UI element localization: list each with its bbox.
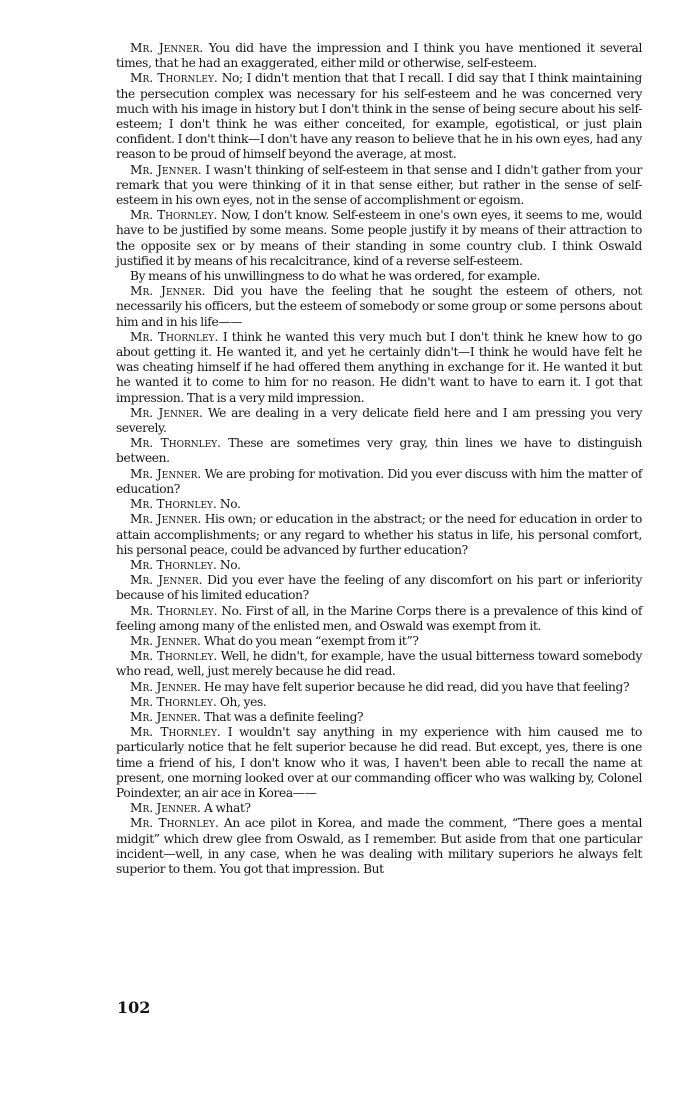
testimony-paragraph bbox=[116, 208, 642, 269]
testimony-paragraph bbox=[116, 163, 642, 209]
speaker-name: Mr. Thornley. bbox=[130, 694, 217, 709]
testimony-text: No. bbox=[219, 557, 241, 572]
speaker-name: Mr. Thornley. bbox=[130, 603, 218, 618]
testimony-text: Now, I don't know. Self-esteem in one's own eyes, it seems to me, would have to be justified by some means. Some people justify it by means of their attraction to the opposite sex or by means of their standing in some country club. I think Oswald justified it by means of his recalcitrance, kind of a reverse self-esteem. bbox=[116, 208, 642, 268]
testimony-paragraph bbox=[116, 330, 642, 406]
speaker-name: Mr. Jenner. bbox=[130, 633, 201, 648]
testimony-paragraph bbox=[116, 41, 642, 71]
speaker-name: Mr. Jenner. bbox=[130, 284, 206, 299]
speaker-name: Mr. Thornley. bbox=[130, 436, 222, 451]
testimony-text: I wouldn't say anything in my experience with him caused me to particularly notice that he felt superior because he did read. But except, yes, there is one time a friend of his, I don't know who it was, I haven't been able to recall the name at present, one morning looked over at our commanding officer who was walking by, Colonel Poindexter, an air ace in Korea—— bbox=[116, 725, 643, 800]
testimony-paragraph bbox=[116, 649, 642, 679]
testimony-paragraph bbox=[116, 604, 642, 634]
testimony-paragraph bbox=[116, 816, 642, 877]
testimony-paragraph bbox=[116, 558, 642, 573]
testimony-text: By means of his unwillingness to do what he was ordered, for example. bbox=[130, 269, 541, 284]
testimony-paragraph bbox=[116, 573, 642, 603]
testimony-text: We are dealing in a very delicate field here and I am pressing you very severely. bbox=[116, 405, 642, 436]
testimony-paragraph bbox=[116, 71, 642, 162]
testimony-text: Well, he didn't, for example, have the usual bitterness toward somebody who read, well, just merely because he did read. bbox=[116, 649, 642, 679]
testimony-text: I think he wanted this very much but I don't think he knew how to go about getting it. He wanted it, and yet he certainly didn't—I think he would have felt he was cheating himself if he had offered them anything in exchange for it. He wanted it but he wanted it to come to him for no reason. He didn't want to have to earn it. I got that impression. That is a very mild impression. bbox=[116, 329, 643, 405]
testimony-paragraph bbox=[116, 467, 642, 497]
speaker-name: Mr. Thornley. bbox=[130, 725, 221, 740]
speaker-name: Mr. Thornley. bbox=[130, 816, 219, 831]
testimony-text: I wasn't thinking of self-esteem in that sense and I didn't gather from your remark that you were thinking of it in that sense either, but rather in the sense of self-esteem in his own eyes, not in the sense of accomplishment or egoism. bbox=[116, 162, 643, 208]
testimony-text: No. First of all, in the Marine Corps there is a prevalence of this kind of feeling among many of the enlisted men, and Oswald was exempt from it. bbox=[116, 603, 643, 633]
page-number: 102 bbox=[117, 998, 151, 1017]
speaker-name: Mr. Jenner. bbox=[130, 405, 203, 420]
speaker-name: Mr. Thornley. bbox=[130, 329, 219, 344]
testimony-text: No. bbox=[219, 497, 241, 512]
testimony-paragraph bbox=[116, 801, 642, 816]
speaker-name: Mr. Jenner. bbox=[130, 573, 203, 588]
testimony-text: His own; or education in the abstract; or the need for education in order to attain accomplishments; or any regard to whether his status in life, his personal comfort, his personal peace, could be advanced by further education? bbox=[116, 512, 643, 557]
speaker-name: Mr. Jenner. bbox=[130, 466, 202, 481]
testimony-paragraph bbox=[116, 680, 642, 695]
testimony-paragraph bbox=[116, 436, 642, 466]
testimony-text: He may have felt superior because he did read, did you have that feeling? bbox=[203, 679, 630, 694]
speaker-name: Mr. Thornley. bbox=[130, 208, 218, 223]
testimony-text: Oh, yes. bbox=[219, 694, 267, 709]
testimony-paragraph bbox=[116, 269, 642, 284]
testimony-paragraph bbox=[116, 725, 642, 801]
speaker-name: Mr. Jenner. bbox=[130, 512, 202, 527]
testimony-paragraph bbox=[116, 695, 642, 710]
speaker-name: Mr. Thornley. bbox=[130, 649, 218, 664]
testimony-paragraph bbox=[116, 406, 642, 436]
speaker-name: Mr. Jenner. bbox=[130, 801, 201, 816]
speaker-name: Mr. Thornley. bbox=[130, 557, 217, 572]
speaker-name: Mr. Jenner. bbox=[130, 41, 204, 55]
testimony-text: A what? bbox=[203, 801, 251, 816]
speaker-name: Mr. Thornley. bbox=[130, 497, 217, 512]
transcript-page bbox=[116, 41, 642, 877]
speaker-name: Mr. Jenner. bbox=[130, 709, 201, 724]
testimony-text: That was a definite feeling? bbox=[203, 709, 364, 724]
testimony-paragraph bbox=[116, 634, 642, 649]
speaker-name: Mr. Jenner. bbox=[130, 679, 201, 694]
testimony-paragraph bbox=[116, 497, 642, 512]
speaker-name: Mr. Jenner. bbox=[130, 162, 202, 177]
testimony-paragraph bbox=[116, 284, 642, 330]
testimony-text: Did you ever have the feeling of any discomfort on his part or inferiority because of his limited education? bbox=[116, 573, 642, 603]
testimony-text: You did have the impression and I think you have mentioned it several times, that he had an exaggerated, either mild or otherwise, self-esteem. bbox=[116, 41, 642, 71]
testimony-text: An ace pilot in Korea, and made the comment, “There goes a mental midgit” which drew glee from Oswald, as I remember. But aside from that one particular incident—well, in any case, when he was dealing with military superiors he always felt superior to them. You got that impression. But bbox=[116, 816, 643, 876]
testimony-text: Did you have the feeling that he sought the esteem of others, not necessarily his officers, but the esteem of somebody or some group or some persons about him and in his life—— bbox=[116, 284, 642, 329]
testimony-paragraph bbox=[116, 512, 642, 558]
testimony-text: We are probing for motivation. Did you ever discuss with him the matter of education? bbox=[116, 466, 642, 496]
testimony-paragraph bbox=[116, 710, 642, 725]
testimony-text: What do you mean “exempt from it”? bbox=[203, 633, 419, 648]
speaker-name: Mr. Thornley. bbox=[130, 71, 218, 86]
testimony-text: These are sometimes very gray, thin lines we have to distinguish between. bbox=[116, 436, 643, 466]
testimony-text: No; I didn't mention that that I recall. I did say that I think maintaining the persecution complex was necessary for his self-esteem and he was concerned very much with his image in history but I don't think in the sense of being secure about his self-esteem; I don't think he was either conceited, for example, egotistical, or just plain confident. I don't think—I don't have any reason to believe that he in his own eyes, had any reason to be proud of himself beyond the average, at most. bbox=[116, 71, 643, 162]
